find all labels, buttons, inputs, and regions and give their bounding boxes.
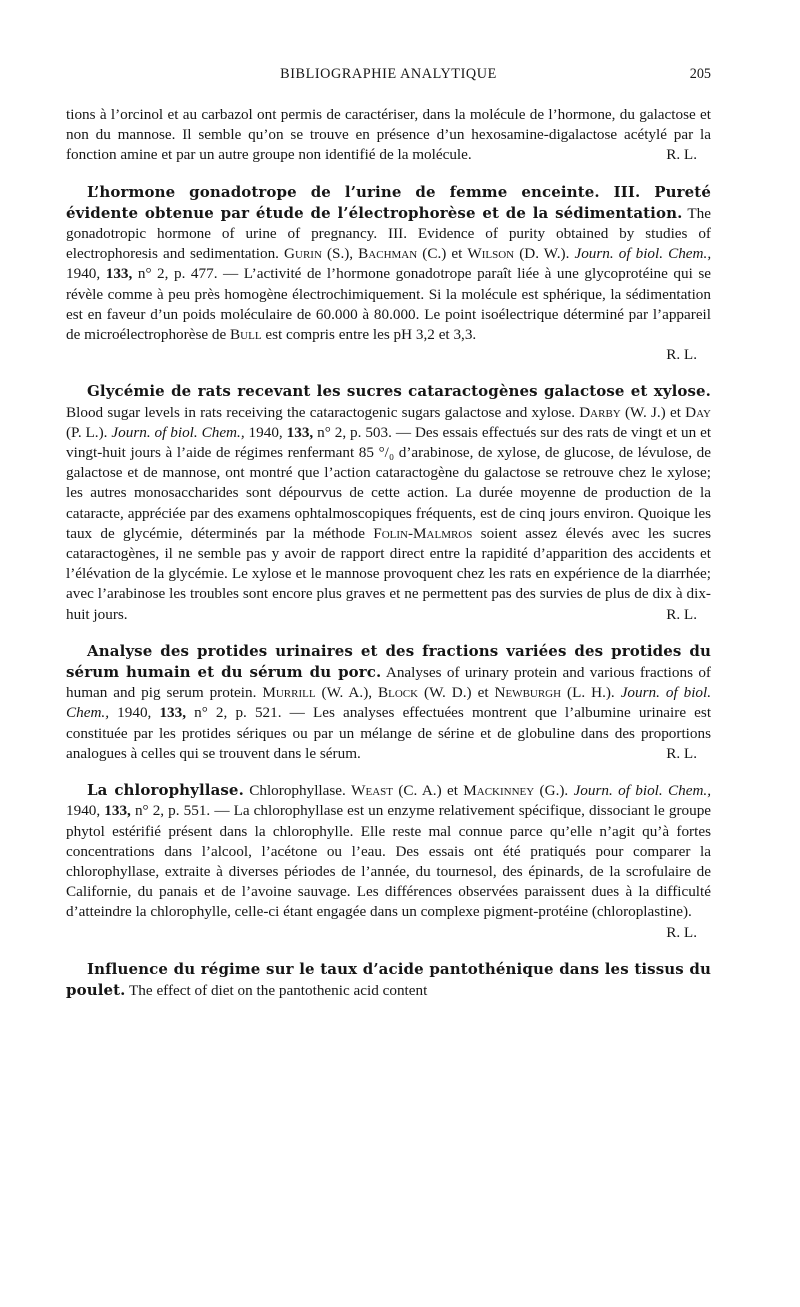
- year: 1940,: [117, 704, 152, 722]
- author-name: Mackinney: [463, 782, 535, 800]
- entry-translation: The effect of diet on the pantothenic acid content: [129, 981, 428, 999]
- issue-page: n° 2, p. 477.: [137, 265, 218, 283]
- entry-title: L’hormone gonadotrope de l’urine de femme enceinte. III. Pureté évidente obtenue par étude de l’électrophorèse et de la sédimentation.: [66, 182, 711, 222]
- journal-name: Journ. of biol. Chem.,: [66, 684, 712, 722]
- signature: R. L.: [666, 923, 697, 941]
- author-name: Bachman: [358, 245, 418, 263]
- author-initials: (C.): [422, 245, 447, 263]
- author-name: Block: [378, 684, 419, 702]
- author-name: Weast: [351, 782, 394, 800]
- volume: 133,: [286, 423, 314, 441]
- abstract: — L’activité de l’hormone gonadotrope paraît liée à une glycoprotéine qui se révèle comme à peu près homogène électrochimiquement. Si la molécule est sphérique, la sédimentation est en faveur d’un poids moléculaire de 60.000 à 80.000. Le point isoélectrique déterminé par l’appareil de microélectrophorèse de: [66, 265, 712, 344]
- entry-translation: The gonadotropic hormone of urine of pregnancy. III. Evidence of purity obtained by studies of electrophoresis and sedimentation.: [66, 204, 711, 263]
- intro-text: tions à l’orcinol et au carbazol ont permis de caractériser, dans la molécule de l’hormone, du galactose et non du mannose. Il semble qu’on se trouve en présence d’un hexosamine-digalactose acétylé par la fonction amine et par un autre groupe non identifié de la molécule.: [66, 106, 711, 164]
- author-conjunction: et: [451, 245, 463, 263]
- entry-translation: Chlorophyllase.: [249, 782, 346, 800]
- bibliography-entry: [66, 641, 711, 764]
- bibliography-entry: [66, 959, 711, 1001]
- journal-name: Journ. of biol. Chem.,: [573, 782, 712, 800]
- issue-page: n° 2, p. 521.: [194, 704, 282, 722]
- volume: 133,: [104, 802, 131, 820]
- journal-name: Journ. of biol. Chem.,: [111, 423, 245, 441]
- author-conjunction: et: [446, 782, 458, 800]
- author-conjunction: et: [669, 403, 681, 421]
- abstract-end: soient assez élevés avec les sucres cataractogènes, il ne semble pas y avoir de rapport direct entre la rapidité d’apparition des accidents et l’élévation de la glycémie. Le xylose et le mannose provoquent chez les rats en expérience de la diarrhée; avec l’arabinose les troubles sont encore plus graves et ne permettent pas des survies de plus de dix à dix-huit jours.: [66, 524, 712, 623]
- author-initials: (D. W.).: [519, 245, 570, 263]
- running-head: [66, 64, 711, 84]
- author-initials: (W. D.): [424, 684, 472, 702]
- issue-page: n° 2, p. 503.: [317, 423, 392, 441]
- entry-paragraph: [66, 780, 712, 941]
- volume: 133,: [105, 265, 133, 283]
- entry-translation: Blood sugar levels in rats receiving the cataractogenic sugars galactose and xylose.: [66, 403, 575, 421]
- author-name: Darby: [579, 403, 621, 421]
- author-initials: (G.).: [539, 782, 569, 800]
- author-name: Wilson: [467, 245, 515, 263]
- signature: R. L.: [666, 744, 697, 762]
- abstract-end: est compris entre les pH 3,2 et 3,3.: [265, 326, 477, 344]
- signature: R. L.: [666, 346, 697, 364]
- bibliography-entry: [66, 780, 711, 943]
- entry-paragraph: [66, 182, 711, 346]
- page-number: 205: [689, 66, 711, 82]
- author-name: Day: [685, 403, 712, 421]
- entry-paragraph: [66, 641, 711, 764]
- abstract: — Les analyses effectuées montrent que l’albumine urinaire est constituée par les protides sériques ou par un mélange de sérine et de globuline dans des proportions analogues à celles qui se trouvent dans le sérum.: [66, 704, 712, 762]
- entry-title: Influence du régime sur le taux d’acide pantothénique dans les tissus du poulet.: [66, 959, 711, 999]
- author-initials: (S.),: [326, 245, 354, 263]
- abstract: — Des essais effectués sur des rats de vingt et un et vingt-huit jours à l’aide de régimes renfermant 85 °/₀ d’arabinose, de xylose, de glucose, de lévulose, de galactose et de mannose, ont montré que l’action cataractogène du galactose se retrouve chez le xylose; les autres monosaccharides sont dépourvus de cette action. La durée moyenne de production de la cataracte, appréciée par des examens ophtalmoscopiques fréquents, est de cinq jours environ. Quoique les taux de glycémie, déterminés par la méthode: [66, 423, 712, 542]
- entry-title: Glycémie de rats recevant les sucres cataractogènes galactose et xylose.: [87, 382, 711, 401]
- bibliography-entry: [66, 381, 711, 624]
- year: 1940,: [248, 423, 283, 441]
- bibliography-entry: [66, 182, 711, 366]
- entry-translation: Analyses of urinary protein and various fractions of human and pig serum protein.: [66, 664, 711, 702]
- abstract-small-caps: Folin-Malmros: [373, 524, 473, 542]
- year: 1940,: [66, 265, 101, 283]
- signature: R. L.: [666, 146, 697, 164]
- entry-title: Analyse des protides urinaires et des fractions variées des protides du sérum humain et du sérum du porc.: [66, 641, 711, 682]
- year: 1940,: [66, 802, 101, 820]
- intro-paragraph: [66, 105, 711, 166]
- author-name: Gurin: [284, 245, 322, 263]
- author-initials: (L. H.).: [567, 684, 615, 702]
- author-name: Murrill: [262, 684, 316, 702]
- volume: 133,: [159, 704, 187, 722]
- abstract: — La chlorophyllase est un enzyme relativement spécifique, dissociant le groupe phytol estérifié présent dans la chlorophylle. Elle reste mal connue parce qu’elle n’agit qu’à fortes concentrations dans l’alcool, l’acétone ou l’eau. Des essais ont été pratiqués pour comparer la chlorophyllase, extraite à diverses périodes de l’année, du tournesol, des épinards, de la scrofulaire de Californie, du panais et de l’avoine sauvage. Les différences observées paraissent dues à la difficulté d’atteindre la chlorophylle, celle-ci étant engagée dans un complexe pigment-protéine (chloroplastine).: [66, 802, 712, 921]
- entry-paragraph: [66, 381, 711, 624]
- author-name: Newburgh: [494, 684, 562, 702]
- author-conjunction: et: [477, 684, 489, 702]
- author-initials: (W. J.): [624, 403, 666, 421]
- entry-title: La chlorophyllase.: [87, 781, 244, 800]
- author-initials: (C. A.): [398, 782, 442, 800]
- author-initials: (W. A.),: [321, 684, 373, 702]
- page: [66, 64, 711, 1001]
- journal-name: Journ. of biol. Chem.,: [574, 245, 712, 263]
- signature: R. L.: [666, 605, 697, 623]
- entry-paragraph: [66, 959, 711, 1001]
- abstract-small-caps: Bull: [230, 326, 262, 344]
- running-title: BIBLIOGRAPHIE ANALYTIQUE: [280, 66, 497, 82]
- author-initials: (P. L.).: [66, 423, 108, 441]
- issue-page: n° 2, p. 551.: [134, 802, 211, 820]
